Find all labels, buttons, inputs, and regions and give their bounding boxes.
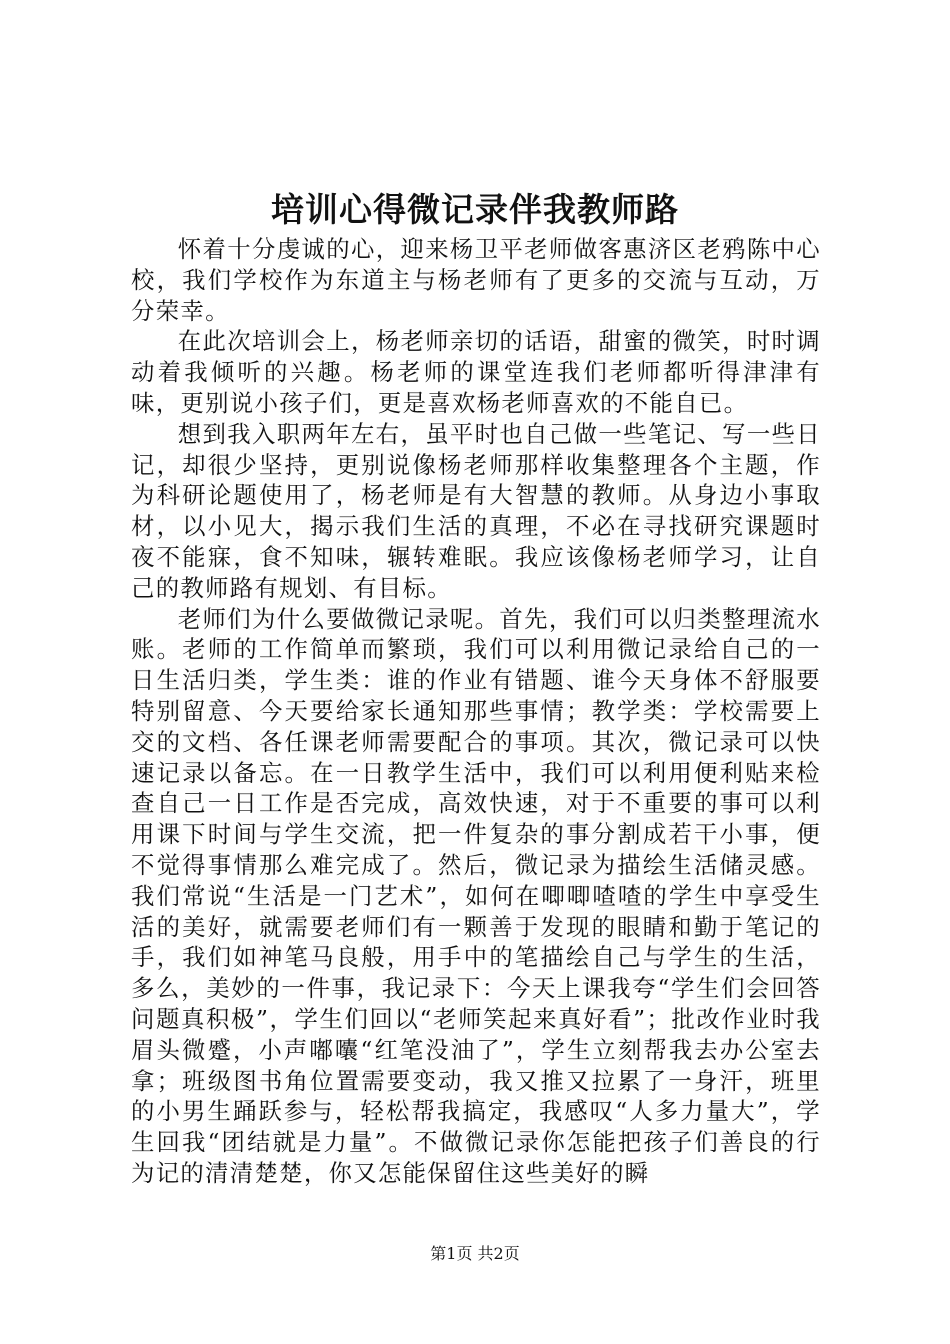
paragraph-4: 老师们为什么要做微记录呢。首先，我们可以归类整理流水账。老师的工作简单而繁琐，我们可以利用微记录给自己的一日生活归类，学生类：谁的作业有错题、谁今天身体不舒服要特别留意、今天要给家长通知那些事情；教学类：学校需要上交的文档、各任课老师需要配合的事项。其次，微记录可以快速记录以备忘。在一日教学生活中，我们可以利用便利贴来检查自己一日工作是否完成，高效快速，对于不重要的事可以利用课下时间与学生交流，把一件复杂的事分割成若干小事，便不觉得事情那么难完成了。然后，微记录为描绘生活储灵感。我们常说“生活是一门艺术”，如何在唧唧喳喳的学生中享受生活的美好，就需要老师们有一颗善于发现的眼睛和勤于笔记的手，我们如神笔马良般，用手中的笔描绘自己与学生的生活，多么，美妙的一件事，我记录下：今天上课我夸“学生们会回答问题真积极”，学生们回以“老师笑起来真好看”；批改作业时我眉头微蹙，小声嘟囔“红笔没油了”，学生立刻帮我去办公室去拿；班级图书角位置需要变动，我又推又拉累了一身汗，班里的小男生踊跃参与，轻松帮我搞定，我感叹“人多力量大”，学生回我“团结就是力量”。不做微记录你怎能把孩子们善良的行为记的清清楚楚，你又怎能保留住这些美好的瞬 — [131, 604, 821, 1187]
paragraph-2: 在此次培训会上，杨老师亲切的话语，甜蜜的微笑，时时调动着我倾听的兴趣。杨老师的课堂连我们老师都听得津津有味，更别说小孩子们，更是喜欢杨老师喜欢的不能自已。 — [131, 327, 821, 417]
page-title: 培训心得微记录伴我教师路 — [271, 190, 679, 229]
document-body — [131, 234, 821, 1189]
paragraph-3: 想到我入职两年左右，虽平时也自己做一些笔记、写一些日记，却很少坚持，更别说像杨老师那样收集整理各个主题，作为科研论题使用了，杨老师是有大智慧的教师。从身边小事取材，以小见大，揭示我们生活的真理，不必在寻找研究课题时夜不能寐，食不知味，辗转难眠。我应该像杨老师学习，让自己的教师路有规划、有目标。 — [131, 419, 821, 602]
page-footer: 第1页 共2页 — [430, 1244, 520, 1263]
paragraph-1: 怀着十分虔诚的心，迎来杨卫平老师做客惠济区老鸦陈中心校，我们学校作为东道主与杨老师有了更多的交流与互动，万分荣幸。 — [131, 235, 821, 325]
